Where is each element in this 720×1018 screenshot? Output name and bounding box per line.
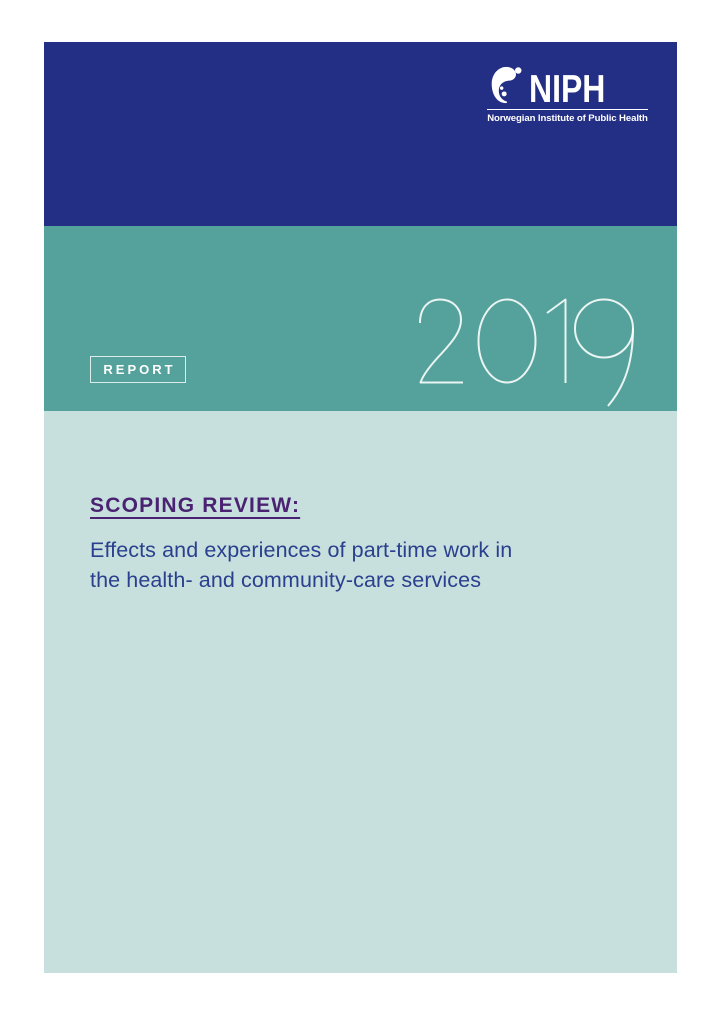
logo-row <box>487 65 648 112</box>
navy-header-band <box>44 42 677 226</box>
title-line-1: Effects and experiences of part-time work in <box>90 538 513 563</box>
kicker-text: SCOPING REVIEW: <box>90 494 301 517</box>
teal-band <box>44 226 677 411</box>
scoping-review-kicker <box>44 411 677 518</box>
digit-9-bowl <box>575 300 633 358</box>
logo-acronym: NIPH <box>529 68 606 112</box>
logo-full-name: Norwegian Institute of Public Health <box>487 113 648 124</box>
digit-0 <box>479 300 536 383</box>
digit-2 <box>420 300 463 383</box>
year-figure <box>418 298 636 410</box>
niph-swoosh-icon <box>489 65 522 104</box>
title-line-2: the health- and community-care services <box>90 568 482 593</box>
cover-sheet <box>44 42 677 973</box>
niph-logo <box>487 65 648 124</box>
report-title <box>44 535 677 595</box>
digit-9-tail <box>608 328 633 406</box>
digit-1 <box>547 300 566 384</box>
mint-band <box>44 411 677 973</box>
report-badge: REPORT <box>90 356 186 383</box>
